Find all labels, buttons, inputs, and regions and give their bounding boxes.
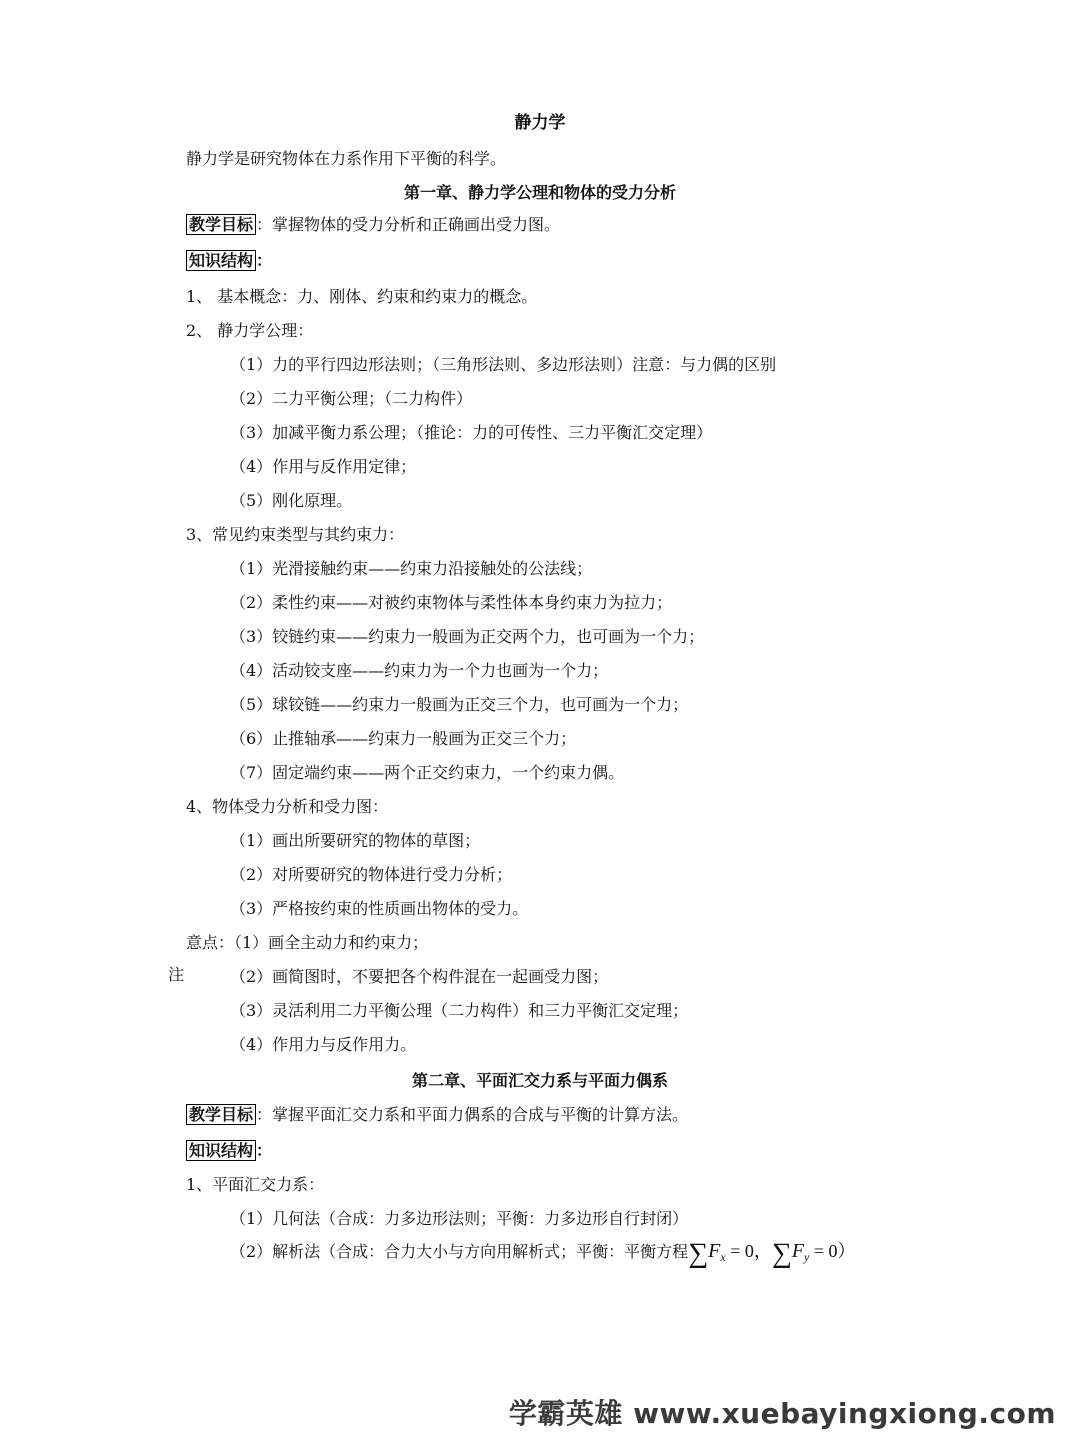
list-item: （3）灵活利用二力平衡公理（二力构件）和三力平衡汇交定理； [230, 1001, 689, 1020]
analytic-prefix: （2）解析法（合成：合力大小与方向用解析式；平衡：平衡方程 [230, 1242, 689, 1261]
list-item: （5）刚化原理。 [230, 491, 353, 510]
list-item: （3）严格按约束的性质画出物体的受力。 [230, 899, 529, 918]
list-item: （1）几何法（合成：力多边形法则；平衡：力多边形自行封闭） [230, 1209, 689, 1228]
list-item: （1）画出所要研究的物体的草图； [230, 831, 481, 850]
equals-zero: = 0 [809, 1241, 838, 1261]
list-item: （1）光滑接触约束——约束力沿接触处的公法线； [230, 559, 593, 578]
list-item: （2）画简图时，不要把各个构件混在一起画受力图； [230, 967, 609, 986]
list-item: （2）二力平衡公理；（二力构件） [230, 389, 473, 408]
subscript-y: y [804, 1250, 810, 1264]
list-item: （6）止推轴承——约束力一般画为正交三个力； [230, 729, 577, 748]
goal-label-box: 教学目标 [186, 214, 256, 235]
subscript-x: x [720, 1250, 726, 1264]
list-item: （2）对所要研究的物体进行受力分析； [230, 865, 513, 884]
goal-text: ：掌握物体的受力分析和正确画出受力图。 [256, 215, 561, 234]
chapter1-structure [186, 250, 272, 272]
doc-title: 静力学 [514, 113, 566, 133]
structure-label-box: 知识结构 [186, 250, 256, 271]
list-item: （4）活动铰支座——约束力为一个力也画为一个力； [230, 661, 609, 680]
sum-symbol: ∑ [771, 1238, 792, 1269]
note-first-item: 意点：（1）画全主动力和约束力； [186, 933, 429, 952]
separator: ， [753, 1241, 772, 1261]
equals-zero: = 0 [725, 1241, 754, 1261]
list-item: 1、平面汇交力系： [186, 1175, 325, 1194]
goal-label-box: 教学目标 [186, 1104, 256, 1125]
equilibrium-equation [688, 1238, 856, 1269]
list-item: （1）力的平行四边形法则；（三角形法则、多边形法则）注意：与力偶的区别 [230, 355, 777, 374]
structure-colon: ： [256, 251, 273, 270]
list-item: 2、 静力学公理： [186, 321, 314, 340]
sum-symbol: ∑ [688, 1238, 709, 1269]
list-item: （2）柔性约束——对被约束物体与柔性体本身约束力为拉力； [230, 593, 673, 612]
chapter2-structure [186, 1140, 272, 1162]
list-item: （7）固定端约束——两个正交约束力，一个约束力偶。 [230, 763, 625, 782]
chapter2-heading: 第二章、平面汇交力系与平面力偶系 [411, 1071, 668, 1090]
chapter1-goal [186, 214, 560, 236]
note-char: 注 [168, 965, 185, 984]
list-item: （5）球铰链——约束力一般画为正交三个力，也可画为一个力； [230, 695, 689, 714]
list-item: （4）作用与反作用定律； [230, 457, 417, 476]
force-var: F [791, 1240, 805, 1262]
list-item: 3、常见约束类型与其约束力： [186, 525, 405, 544]
structure-colon: ： [256, 1141, 273, 1160]
force-var: F [708, 1240, 721, 1262]
list-item: 4、物体受力分析和受力图： [186, 797, 389, 816]
close-paren: ） [837, 1241, 856, 1261]
structure-label-box: 知识结构 [186, 1140, 256, 1161]
list-item: （4）作用力与反作用力。 [230, 1035, 417, 1054]
list-item: 1、 基本概念：力、刚体、约束和约束力的概念。 [186, 287, 538, 306]
chapter2-goal [186, 1104, 688, 1126]
list-item: （3）铰链约束——约束力一般画为正交两个力，也可画为一个力； [230, 627, 705, 646]
watermark: 学霸英雄 www.xuebayingxiong.com [508, 1397, 1056, 1430]
goal-text: ：掌握平面汇交力系和平面力偶系的合成与平衡的计算方法。 [256, 1105, 689, 1124]
intro-text: 静力学是研究物体在力系作用下平衡的科学。 [186, 149, 507, 168]
chapter1-heading: 第一章、静力学公理和物体的受力分析 [403, 183, 676, 202]
analytic-method-line [230, 1240, 856, 1268]
list-item: （3）加减平衡力系公理；（推论：力的可传性、三力平衡汇交定理） [230, 423, 713, 442]
